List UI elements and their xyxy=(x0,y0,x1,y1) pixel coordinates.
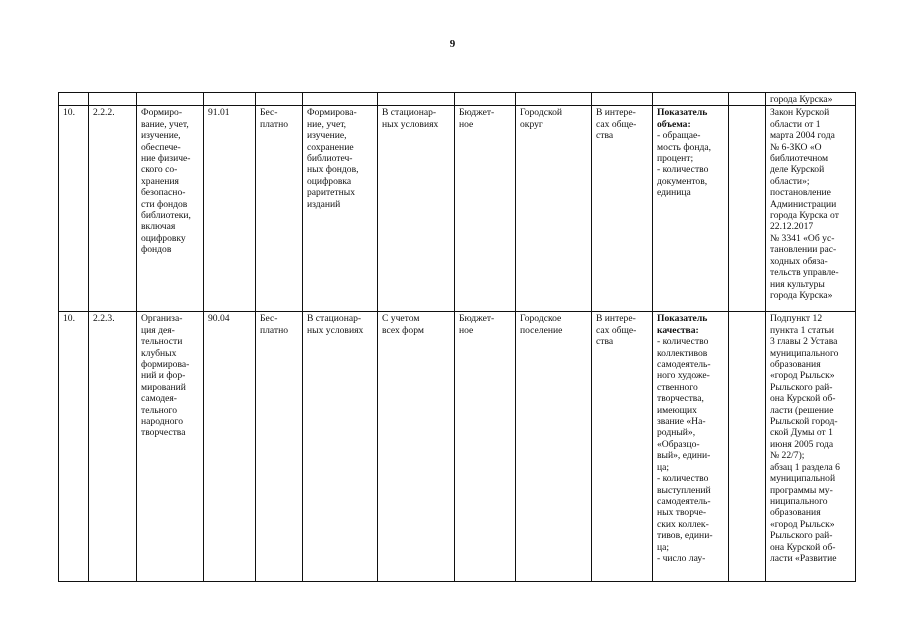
cell-finance xyxy=(455,93,516,106)
cell-name xyxy=(137,93,204,106)
cell-no: 10. xyxy=(59,312,89,582)
cell-okved: 91.01 xyxy=(204,106,256,312)
cell-indicator xyxy=(653,312,729,582)
indicator-title: Показатель объема: xyxy=(657,107,708,130)
page-number: 9 xyxy=(449,38,456,50)
cell-conditions xyxy=(378,93,455,106)
cell-finance: Бюджет- ное xyxy=(455,312,516,582)
indicator-body: - количество коллективов самодеятель- ного художе- ственного творчества, имеющих звание «На- родный», «Образцо- вый», едини- ца; - количество выступлений самодеятель- ных творче- ских коллек- тивов, едини- ца; - число лау- xyxy=(657,336,713,564)
table-row xyxy=(59,106,856,312)
cell-category: В интере- сах обще- ства xyxy=(592,106,653,312)
indicator-body: - обращае- мость фонда, процент; - количество документов, единица xyxy=(657,130,712,199)
cell-category xyxy=(592,93,653,106)
cell-no: 10. xyxy=(59,106,89,312)
cell-basis: Подпункт 12 пункта 1 статьи 3 главы 2 Устава муниципального образования «город Рыльск» Рыльского рай- она Курской об- ласти (решение Рыльской город- ской Думы от 1 июня 2005 года № 22/7); абзац 1 раздела 6 муниципальной программы му- ниципального образования «город Рыльск» Рыльского рай- она Курской об- ласти «Развитие xyxy=(766,312,856,582)
services-table xyxy=(58,92,856,582)
cell-basis: Закон Курской области от 1 марта 2004 года № 6-ЗКО «О библиотечном деле Курской области»; постановление Администрации города Курска от 22.12.2017 № 3341 «Об ус- тановлении рас- ходных обяза- тельств управле- ния культуры города Курска» xyxy=(766,106,856,312)
cell-territory xyxy=(516,93,592,106)
cell-name: Формиро- вание, учет, изучение, обеспече- ние физиче- ского со- хранения безопасно- сти фондов библиотеки, включая оцифровку фондов xyxy=(137,106,204,312)
cell-extra xyxy=(729,106,766,312)
cell-okved: 90.04 xyxy=(204,312,256,582)
cell-code xyxy=(89,93,137,106)
cell-extra xyxy=(729,93,766,106)
cell-no xyxy=(59,93,89,106)
cell-content: Формирова- ние, учет, изучение, сохранение библиотеч- ных фондов, оцифровка раритетных изданий xyxy=(303,106,378,312)
cell-indicator xyxy=(653,93,729,106)
cell-content xyxy=(303,93,378,106)
cell-pay: Бес- платно xyxy=(256,312,303,582)
cell-okved xyxy=(204,93,256,106)
cell-pay: Бес- платно xyxy=(256,106,303,312)
cell-content: В стационар- ных условиях xyxy=(303,312,378,582)
cell-name: Организа- ция дея- тельности клубных формирова- ний и фор- мирований самодея- тельного народного творчества xyxy=(137,312,204,582)
table-row-continued xyxy=(59,93,856,106)
cell-conditions: С учетом всех форм xyxy=(378,312,455,582)
cell-code: 2.2.2. xyxy=(89,106,137,312)
cell-indicator xyxy=(653,106,729,312)
table-row xyxy=(59,312,856,582)
cell-code: 2.2.3. xyxy=(89,312,137,582)
cell-finance: Бюджет- ное xyxy=(455,106,516,312)
cell-basis: города Курска» xyxy=(766,93,856,106)
indicator-title: Показатель качества: xyxy=(657,313,708,336)
cell-pay xyxy=(256,93,303,106)
cell-territory: Городской округ xyxy=(516,106,592,312)
cell-conditions: В стационар- ных условиях xyxy=(378,106,455,312)
cell-extra xyxy=(729,312,766,582)
cell-category: В интере- сах обще- ства xyxy=(592,312,653,582)
cell-territory: Городское поселение xyxy=(516,312,592,582)
